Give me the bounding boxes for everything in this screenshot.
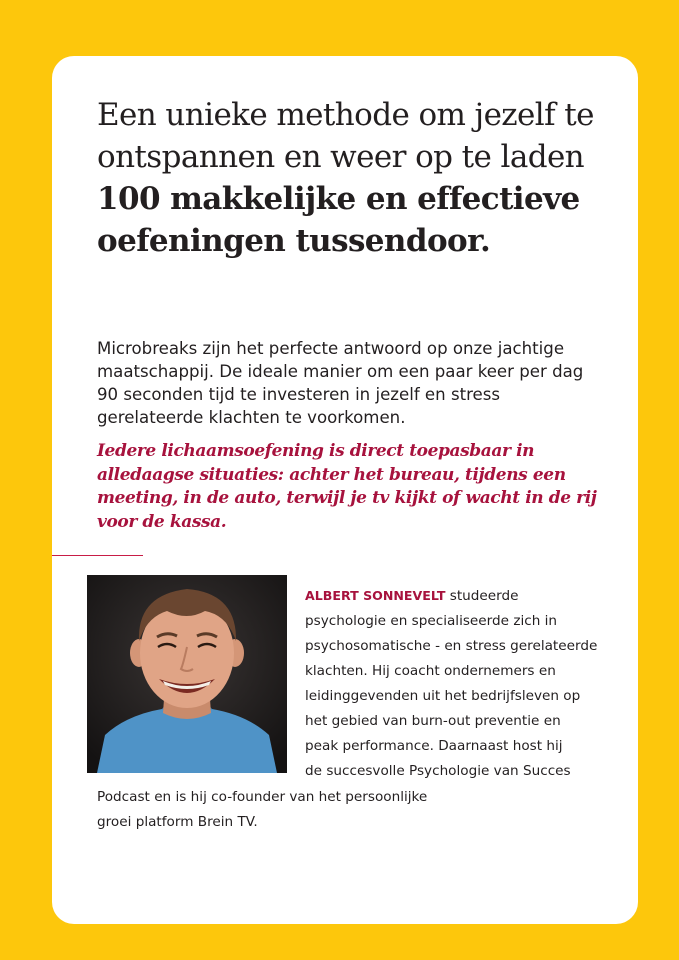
bio-line-4: klachten. Hij coacht ondernemers en: [305, 663, 556, 679]
bio-line-9: Podcast en is hij co-founder van het persoonlijke: [97, 789, 428, 805]
bio-line-7: peak performance. Daarnaast host hij: [305, 738, 563, 754]
bio-line-1-text: studeerde: [445, 588, 519, 604]
bio-line-8: de succesvolle Psychologie van Succes: [305, 763, 571, 779]
author-name: ALBERT SONNEVELT: [305, 588, 446, 603]
section-divider: [52, 555, 143, 556]
headline-bold: 100 makkelijke en effectieve oefeningen tussendoor.: [97, 181, 580, 259]
bio-line-6: het gebied van burn-out preventie en: [305, 713, 561, 729]
bio-line-10: groei platform Brein TV.: [97, 814, 258, 830]
bio-line-3: psychosomatische - en stress gerelateerde: [305, 638, 598, 654]
bio-line-2: psychologie en specialiseerde zich in: [305, 613, 558, 629]
bio-line-5: leidinggevenden uit het bedrijfsleven op: [305, 688, 581, 704]
highlight-quote: Iedere lichaamsoefening is direct toepasbaar in alledaagse situaties: achter het bureau, tijdens een meeting, in de auto, terwijl je tv kijkt of wacht in de rij voor de kassa.: [97, 441, 597, 532]
headline-regular: Een unieke methode om jezelf te ontspannen en weer op te laden: [97, 97, 594, 175]
intro-paragraph: Microbreaks zijn het perfecte antwoord op onze jachtige maatschappij. De ideale manier om een paar keer per dag 90 seconden tijd te investeren in jezelf en stress gerelateerde klachten te voorkomen.: [97, 339, 584, 427]
bio-line-1: [305, 588, 518, 604]
headline: [97, 94, 597, 262]
author-portrait: [87, 575, 287, 773]
author-photo-illustration: [87, 575, 287, 773]
